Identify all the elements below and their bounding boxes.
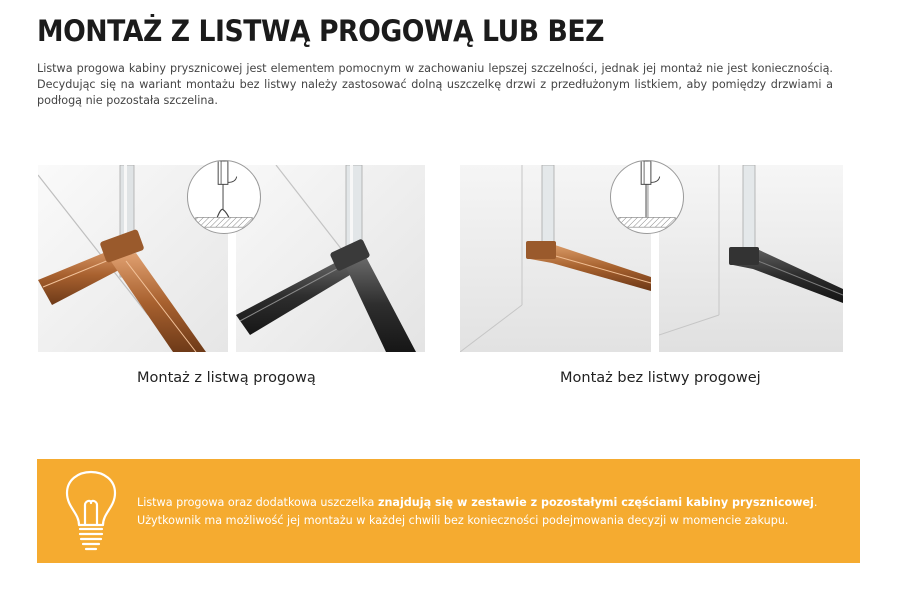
- info-text: Listwa progowa oraz dodatkowa uszczelka znajdują się w zestawie z pozostałymi częściami kabiny prysznicowej. Użytkownik ma możliwość jej montażu w każdej chwili bez konieczności podejmowania decyzji w momencie zakupu.: [137, 496, 818, 527]
- photo-graphite-threshold: [236, 165, 425, 352]
- intro-paragraph: Listwa progowa kabiny prysznicowej jest elementem pomocnym w zachowaniu lepszej szczelności, jednak jej montaż nie jest koniecznością. Decydując się na wariant montażu bez listwy należy zastosować dolną uszczelkę drzwi z przedłużonym listkiem, aby pomiędzy drzwiami a podłogą nie pozostała szczelina.: [37, 62, 833, 107]
- caption-with-threshold: Montaż z listwą progową: [137, 370, 316, 386]
- photo-graphite-no-threshold: [659, 165, 843, 352]
- page-title: MONTAŻ Z LISTWĄ PROGOWĄ LUB BEZ: [37, 14, 605, 48]
- info-text-highlight: znajdują się w zestawie z pozostałymi częściami kabiny prysznicowej: [377, 496, 814, 509]
- profile-without-threshold-diagram: [610, 160, 684, 234]
- info-text-line2: Użytkownik ma możliwość jej montażu w każdej chwili bez konieczności podejmowania decyzji w momencie zakupu.: [137, 514, 789, 527]
- info-banner: [37, 459, 860, 563]
- lightbulb-icon: [61, 469, 121, 555]
- profile-with-threshold-diagram: [187, 160, 261, 234]
- caption-without-threshold: Montaż bez listwy progowej: [560, 370, 761, 386]
